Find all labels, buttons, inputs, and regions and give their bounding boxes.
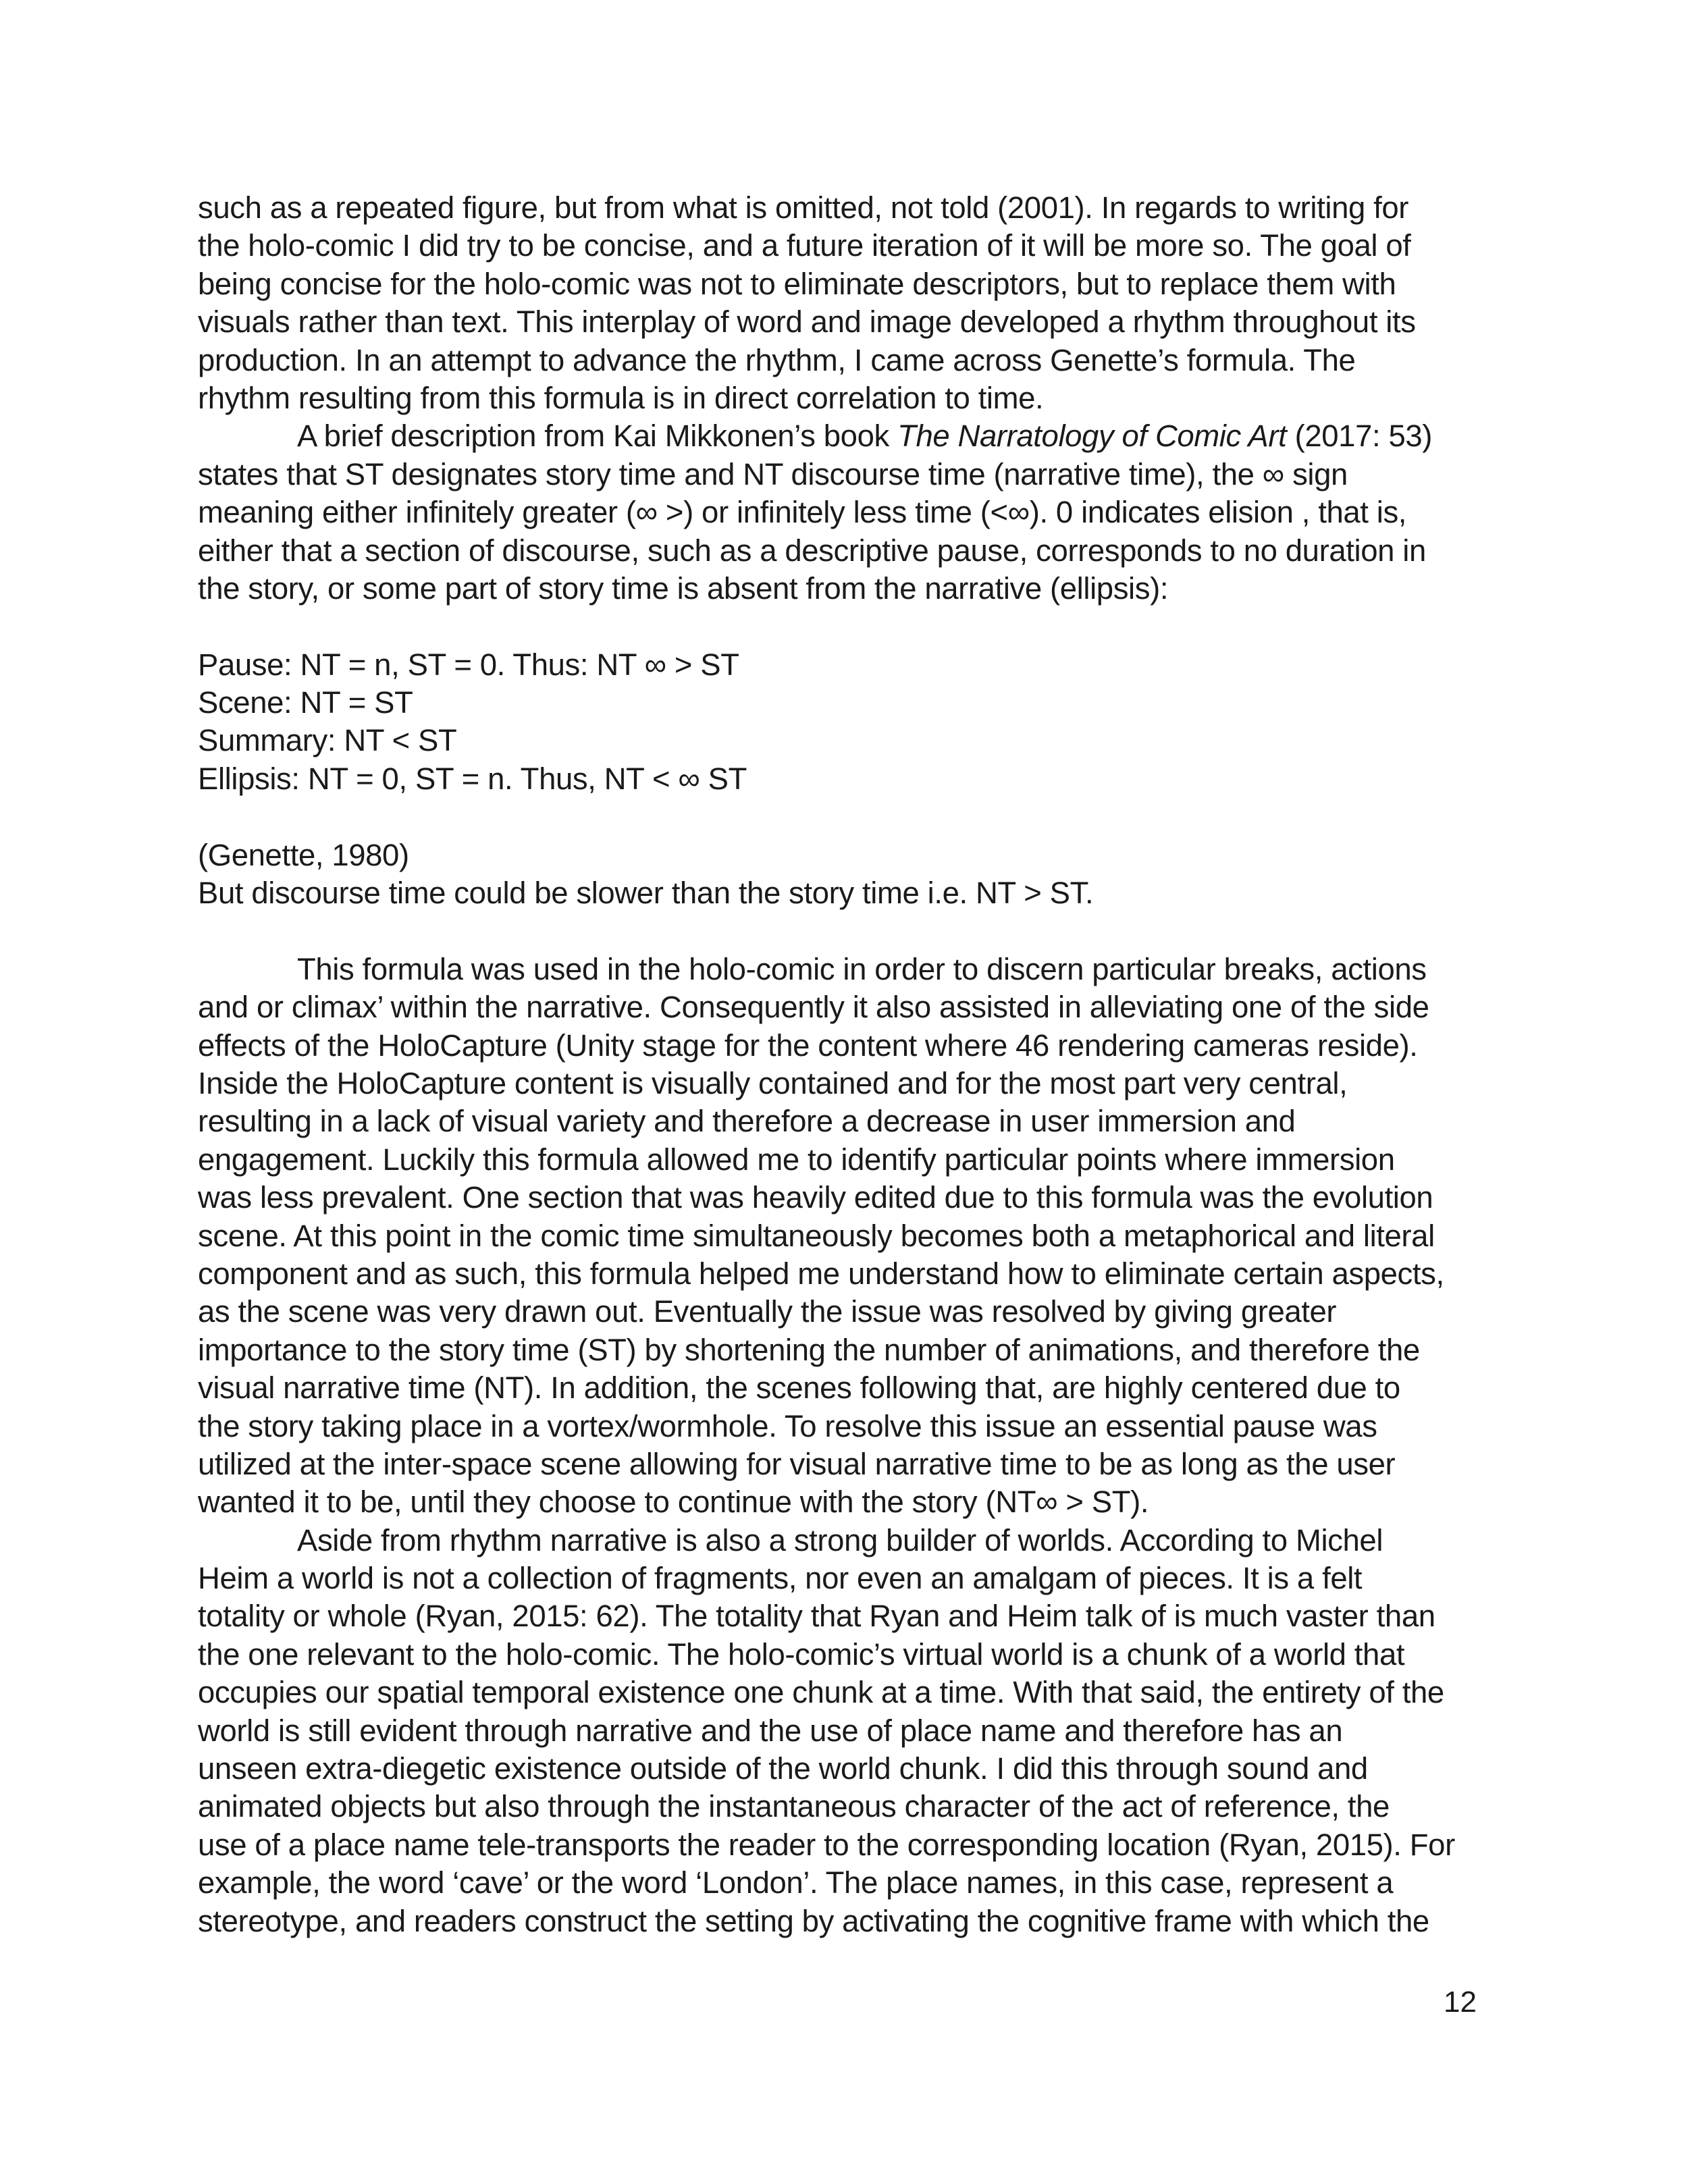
text-line: wanted it to be, until they choose to continue with the story (NT∞ > ST). [198, 1485, 1149, 1520]
text-line: resulting in a lack of visual variety and therefore a decrease in user immersion and [198, 1104, 1296, 1139]
text-line: Inside the HoloCapture content is visually contained and for the most part very central, [198, 1065, 1348, 1100]
paragraph-2 [198, 417, 1502, 608]
text-line: totality or whole (Ryan, 2015: 62). The totality that Ryan and Heim talk of is much vaster than [198, 1599, 1435, 1634]
text-line: the story taking place in a vortex/wormhole. To resolve this issue an essential pause was [198, 1408, 1377, 1443]
formula-scene: Scene: NT = ST [198, 685, 413, 720]
text-line: unseen extra-diegetic existence outside of the world chunk. I did this through sound and [198, 1751, 1368, 1786]
text-line: and or climax’ within the narrative. Consequently it also assisted in alleviating one of the side [198, 990, 1429, 1025]
body-text [198, 189, 1502, 1940]
page-number: 12 [1444, 1986, 1477, 2019]
note-line: But discourse time could be slower than the story time i.e. NT > ST. [198, 876, 1094, 911]
text-segment: A brief description from Kai Mikkonen’s book [297, 419, 898, 454]
text-line: utilized at the inter-space scene allowing for visual narrative time to be as long as the user [198, 1446, 1396, 1481]
text-line: world is still evident through narrative and the use of place name and therefore has an [198, 1713, 1343, 1748]
text-line: as the scene was very drawn out. Eventually the issue was resolved by giving greater [198, 1294, 1337, 1329]
text-line: being concise for the holo-comic was not to eliminate descriptors, but to replace them with [198, 266, 1396, 301]
formula-list [198, 646, 1502, 799]
citation: (Genette, 1980) [198, 837, 409, 872]
book-title: The Narratology of Comic Art [897, 419, 1287, 454]
text-line: engagement. Luckily this formula allowed me to identify particular points where immersion [198, 1142, 1395, 1177]
text-line: either that a section of discourse, such as a descriptive pause, corresponds to no duration in [198, 533, 1426, 568]
text-line: Aside from rhythm narrative is also a strong builder of worlds. According to Michel [297, 1522, 1383, 1557]
paragraph-4 [198, 1522, 1502, 1940]
text-line: meaning either infinitely greater (∞ >) or infinitely less time (<∞). 0 indicates elision , that is, [198, 495, 1407, 530]
text-line: Heim a world is not a collection of fragments, nor even an amalgam of pieces. It is a felt [198, 1561, 1363, 1596]
text-line: occupies our spatial temporal existence one chunk at a time. With that said, the entirety of the [198, 1675, 1444, 1710]
text-line: the holo-comic I did try to be concise, and a future iteration of it will be more so. The goal of [198, 228, 1411, 263]
text-line: importance to the story time (ST) by shortening the number of animations, and therefore the [198, 1332, 1420, 1367]
text-line: visuals rather than text. This interplay of word and image developed a rhythm throughout its [198, 304, 1416, 340]
formula-summary: Summary: NT < ST [198, 723, 457, 758]
blank-line [198, 798, 1502, 836]
paragraph-3 [198, 951, 1502, 1522]
text-line: example, the word ‘cave’ or the word ‘London’. The place names, in this case, represent a [198, 1865, 1394, 1900]
text-line: component and as such, this formula helped me understand how to eliminate certain aspects, [198, 1256, 1444, 1291]
text-line: stereotype, and readers construct the setting by activating the cognitive frame with which the [198, 1903, 1429, 1938]
text-line: visual narrative time (NT). In addition, the scenes following that, are highly centered due to [198, 1370, 1400, 1406]
text-line: production. In an attempt to advance the rhythm, I came across Genette’s formula. The [198, 342, 1356, 377]
text-line: states that ST designates story time and NT discourse time (narrative time), the ∞ sign [198, 456, 1348, 491]
text-line: the story, or some part of story time is absent from the narrative (ellipsis): [198, 570, 1169, 606]
text-line: use of a place name tele-transports the reader to the corresponding location (Ryan, 2015). For [198, 1827, 1455, 1862]
text-line [198, 417, 1502, 455]
text-segment: (2017: 53) [1286, 419, 1433, 454]
text-line: was less prevalent. One section that was heavily edited due to this formula was the evolution [198, 1180, 1433, 1215]
text-line: effects of the HoloCapture (Unity stage for the content where 46 rendering cameras reside). [198, 1028, 1418, 1063]
text-line: such as a repeated figure, but from what is omitted, not told (2001). In regards to writing for [198, 190, 1409, 225]
blank-line [198, 608, 1502, 645]
text-line: animated objects but also through the instantaneous character of the act of reference, the [198, 1789, 1390, 1824]
text-line: the one relevant to the holo-comic. The holo-comic’s virtual world is a chunk of a world that [198, 1636, 1405, 1672]
formula-ellipsis: Ellipsis: NT = 0, ST = n. Thus, NT < ∞ ST [198, 761, 747, 796]
text-line: rhythm resulting from this formula is in direct correlation to time. [198, 380, 1044, 415]
text-line: This formula was used in the holo-comic in order to discern particular breaks, actions [297, 951, 1427, 986]
formula-pause: Pause: NT = n, ST = 0. Thus: NT ∞ > ST [198, 647, 739, 682]
text-line: scene. At this point in the comic time simultaneously becomes both a metaphorical and literal [198, 1218, 1435, 1253]
blank-line [198, 912, 1502, 950]
paragraph-1 [198, 189, 1502, 417]
